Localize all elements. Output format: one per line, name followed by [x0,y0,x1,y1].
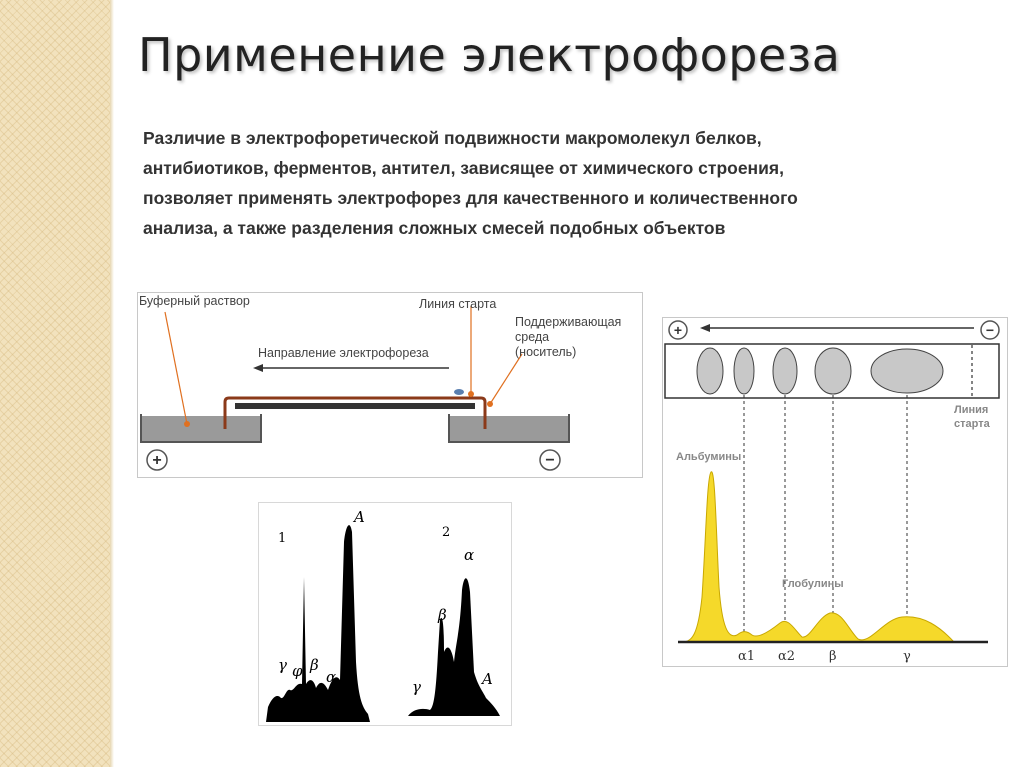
intro-paragraph [143,123,943,243]
fraction-label-gamma: γ [903,649,911,664]
intro-line: позволяет применять электрофорез для качественного и количественного [143,188,798,208]
panel1-label: A [354,508,365,526]
fraction-label-beta: β [829,649,837,664]
slide-title: Применение электрофореза [138,28,841,82]
start-label-line: старта [954,418,990,430]
panel1-label: γ [278,656,287,674]
panel1-number: 1 [278,531,287,546]
gamma-spot [871,349,943,393]
alpha1-spot [734,348,754,394]
buffer-pointer-dot [184,421,190,427]
fraction-label-alpha2: α2 [778,649,796,664]
panel1-label: α [326,668,337,686]
start-pointer-dot [468,391,474,397]
fraction-label-alpha1: α1 [738,649,756,664]
left-buffer [142,416,260,441]
intro-line: антибиотиков, ферментов, антител, зависящее от химического строения, [143,158,784,178]
sample-spot [454,389,464,395]
beta-spot [815,348,851,394]
start-line-label: Линия старта [419,297,497,311]
globulin-label: Глобулины [782,578,844,590]
panel2-label: β [438,606,447,624]
right-buffer [450,416,568,441]
albumin-label: Альбумины [676,451,742,463]
apparatus-diagram [137,292,643,478]
panel2-label: γ [412,678,421,696]
electropherogram [662,317,1008,667]
plus-sign: + [673,322,683,338]
panel1-label: φ [292,662,303,680]
intro-line: анализа, а также разделения сложных смесей подобных объектов [143,218,726,238]
support-label-line: среда [515,330,550,344]
support-label-line: (носитель) [515,345,577,359]
alpha2-spot [773,348,797,394]
panel1-label: β [310,656,319,674]
decorative-side-strip [0,0,110,767]
panel2-label: A [482,670,493,688]
start-label-line: Линия [954,404,989,416]
support-medium [235,403,475,409]
panel2-number: 2 [442,525,451,540]
direction-label: Направление электрофореза [258,346,429,360]
support-label-line: Поддерживающая [515,315,622,329]
plus-sign: + [152,452,162,469]
minus-sign: − [545,452,555,469]
panel2-label: α [464,546,475,564]
minus-sign: − [985,322,995,338]
buffer-label: Буферный раствор [139,294,250,308]
albumin-spot [697,348,723,394]
support-pointer-dot [487,401,493,407]
densitogram-scans [258,502,512,726]
side-strip-edge [110,0,114,767]
intro-line: Различие в электрофоретической подвижности макромолекул белков, [143,128,762,148]
